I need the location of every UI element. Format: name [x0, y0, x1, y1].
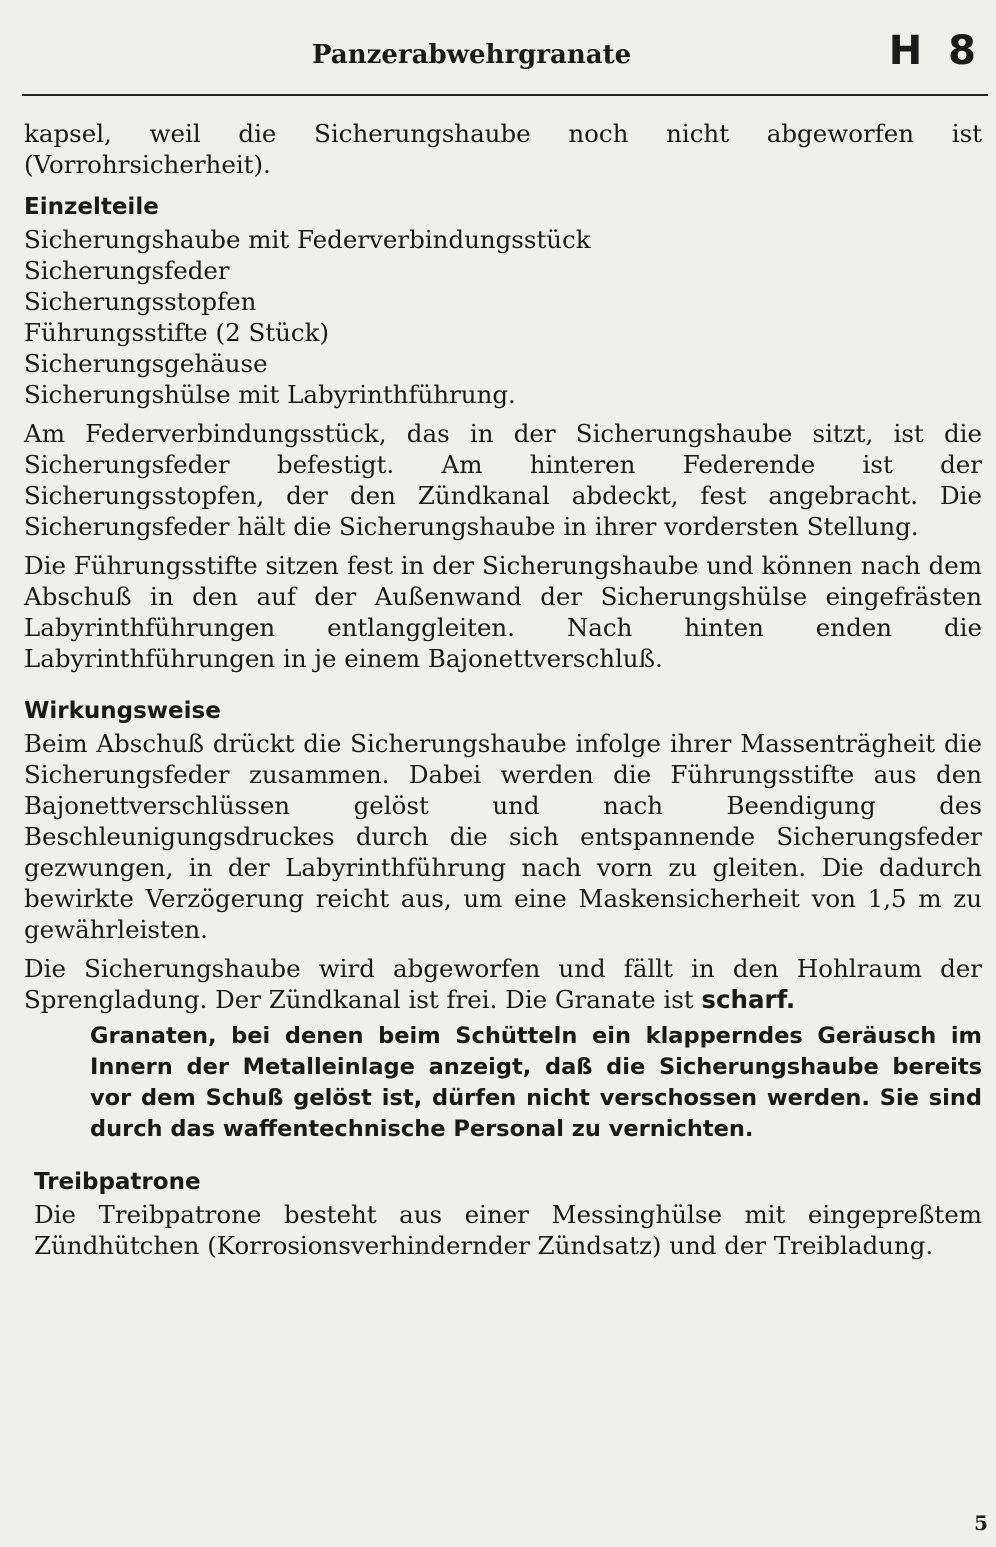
- einzelteile-paragraph-2: Die Führungsstifte sitzen fest in der Sicherungshaube und können nach dem Abschuß in den auf der Außenwand der Sicherungshülse eingefrästen Labyrinthführungen entlanggleiten. Nach hinten enden die Labyrinthführungen in je einem Bajonettverschluß.: [24, 551, 982, 673]
- page-number: 5: [974, 1511, 988, 1535]
- page-content: [24, 118, 982, 1261]
- einzelteile-heading: Einzelteile: [24, 194, 159, 220]
- wirkungsweise-heading: Wirkungsweise: [24, 698, 221, 724]
- list-item: Sicherungsstopfen: [24, 287, 257, 316]
- page-header: [22, 28, 988, 98]
- intro-paragraph: kapsel, weil die Sicherungshaube noch nicht abgeworfen ist (Vorrohrsicherheit).: [24, 119, 982, 179]
- list-item: Sicherungsfeder: [24, 256, 230, 285]
- einzelteile-paragraph-1: Am Federverbindungsstück, das in der Sicherungshaube sitzt, ist die Sicherungsfeder befestigt. Am hinteren Federende ist der Sicherungsstopfen, der den Zündkanal abdeckt, fest angebracht. Die Sicherungsfeder hält die Sicherungshaube in ihrer vordersten Stellung.: [24, 419, 982, 541]
- einzelteile-list: [24, 224, 982, 410]
- list-item: Führungsstifte (2 Stück): [24, 318, 330, 347]
- warning-note: Granaten, bei denen beim Schütteln ein klapperndes Geräusch im Innern der Metalleinlage anzeigt, daß die Sicherungshaube bereits vor dem Schuß gelöst ist, dürfen nicht verschossen werden. Sie sind durch das waffentechnische Personal zu vernichten.: [90, 1023, 982, 1142]
- header-title: Panzerabwehrgranate: [312, 40, 632, 70]
- treibpatrone-heading: Treibpatrone: [34, 1169, 201, 1195]
- wirkungsweise-paragraph-2: [24, 953, 982, 1015]
- list-item: Sicherungshülse mit Labyrinthführung.: [24, 380, 516, 409]
- list-item: Sicherungshaube mit Federverbindungsstück: [24, 225, 591, 254]
- treibpatrone-paragraph: Die Treibpatrone besteht aus einer Messinghülse mit eingepreßtem Zündhütchen (Korrosionsverhindernder Zündsatz) und der Treibladung.: [34, 1200, 982, 1260]
- header-rule: [22, 94, 988, 96]
- header-code: H 8: [888, 28, 982, 74]
- scharf-emphasis: scharf.: [701, 985, 796, 1014]
- list-item: Sicherungsgehäuse: [24, 349, 268, 378]
- wirkungsweise-paragraph-2-text: Die Sicherungshaube wird abgeworfen und fällt in den Hohlraum der Sprengladung. Der Zündkanal ist frei. Die Granate ist: [24, 954, 982, 1014]
- wirkungsweise-paragraph-1: Beim Abschuß drückt die Sicherungshaube infolge ihrer Massenträgheit die Sicherungsfeder zusammen. Dabei werden die Führungsstifte aus den Bajonettverschlüssen gelöst und nach Beendigung des Beschleunigungsdruckes durch die sich entspannende Sicherungsfeder gezwungen, in der Labyrinthführung nach vorn zu gleiten. Die dadurch bewirkte Verzögerung reicht aus, um eine Maskensicherheit von 1,5 m zu gewährleisten.: [24, 729, 982, 944]
